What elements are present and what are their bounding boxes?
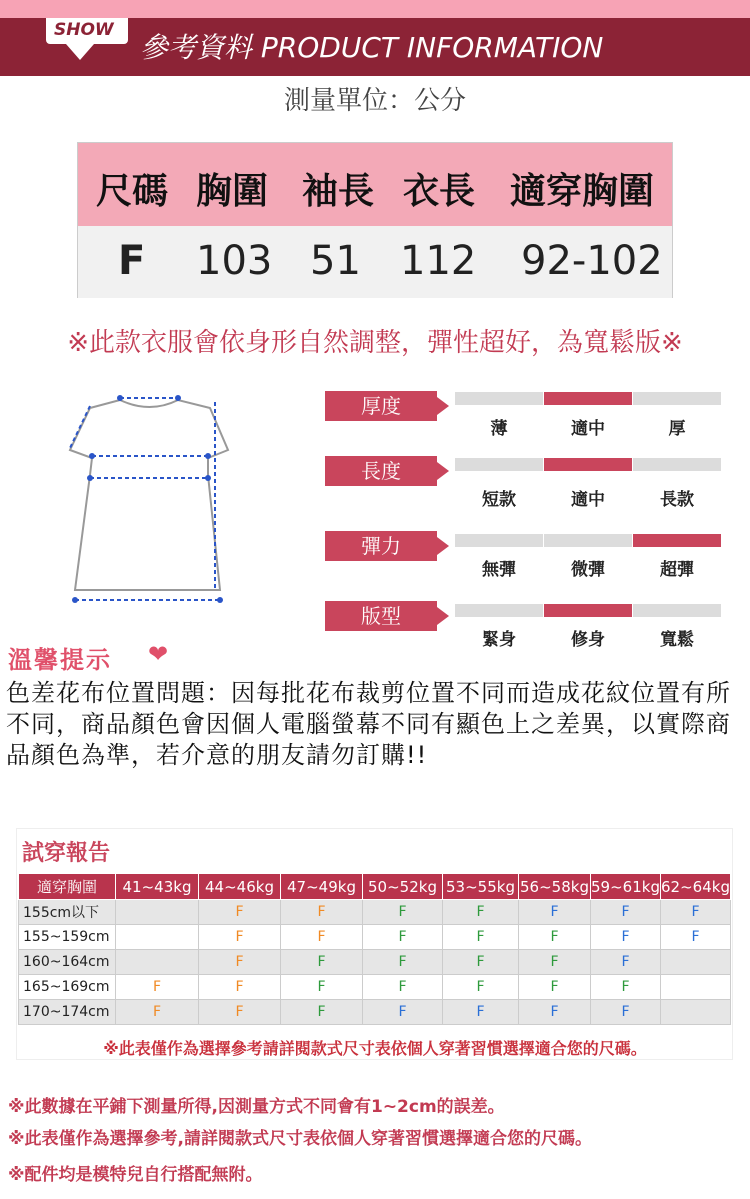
trial-height-label: 160~164cm bbox=[19, 950, 116, 975]
trial-header-first: 適穿胸圍 bbox=[19, 874, 116, 900]
size-value: F bbox=[118, 238, 146, 284]
top-pink-stripe bbox=[0, 0, 750, 18]
trial-cell: F bbox=[281, 925, 363, 950]
trial-cell: F bbox=[443, 950, 519, 975]
show-arrow-icon bbox=[66, 44, 94, 60]
trial-cell: F bbox=[519, 1000, 591, 1025]
bar-fit-1 bbox=[455, 604, 543, 617]
tips-title: 溫馨提示 bbox=[8, 646, 112, 674]
trial-header-weight: 59~61kg bbox=[591, 874, 661, 900]
trial-header-weight: 62~64kg bbox=[661, 874, 731, 900]
tips-body: 色差花布位置問題：因每批花布裁剪位置不同而造成花紋位置有所不同，商品顏色會因個人電腦螢幕不同有顯色上之差異，以實際商品顏色為準，若介意的朋友請勿訂購!! bbox=[6, 679, 731, 769]
trial-cell: F bbox=[281, 975, 363, 1000]
trial-cell bbox=[661, 950, 731, 975]
trial-cell: F bbox=[519, 950, 591, 975]
size-header-size: 尺碼 bbox=[96, 171, 169, 212]
size-header-fit-chest: 適穿胸圍 bbox=[510, 171, 655, 212]
option-medium: 適中 bbox=[571, 419, 605, 439]
trial-cell: F bbox=[591, 950, 661, 975]
trial-report-table bbox=[18, 873, 731, 1025]
banner-title: 參考資料 PRODUCT INFORMATION bbox=[140, 31, 604, 64]
trial-cell: F bbox=[199, 925, 281, 950]
bar-length-3 bbox=[633, 458, 721, 471]
trial-cell bbox=[116, 950, 199, 975]
trial-cell: F bbox=[199, 950, 281, 975]
trial-cell: F bbox=[443, 925, 519, 950]
footnote-measurement: ※此數據在平鋪下測量所得,因測量方式不同會有1~2cm的誤差。 bbox=[8, 1097, 505, 1117]
footnote-accessories: ※配件均是模特兒自行搭配無附。 bbox=[8, 1165, 263, 1185]
trial-cell: F bbox=[363, 900, 443, 925]
trial-cell bbox=[661, 1000, 731, 1025]
size-table bbox=[77, 142, 673, 298]
bar-fit-2-selected bbox=[544, 604, 632, 617]
option-mid-length: 適中 bbox=[571, 490, 605, 510]
fit-note: ※此款衣服會依身形自然調整，彈性超好，為寬鬆版※ bbox=[67, 328, 683, 358]
trial-header-weight: 56~58kg bbox=[519, 874, 591, 900]
footnote-reference: ※此表僅作為選擇參考,請詳閱款式尺寸表依個人穿著習慣選擇適合您的尺碼。 bbox=[8, 1129, 592, 1149]
property-label-thickness: 厚度 bbox=[325, 391, 437, 421]
bar-elasticity-1 bbox=[455, 534, 543, 547]
option-super-stretch: 超彈 bbox=[660, 560, 694, 580]
option-thick: 厚 bbox=[668, 419, 686, 439]
length-value: 112 bbox=[400, 238, 477, 284]
bar-thickness-3 bbox=[633, 392, 721, 405]
property-label-elasticity: 彈力 bbox=[325, 531, 437, 561]
sleeve-value: 51 bbox=[310, 238, 361, 284]
bar-thickness-1 bbox=[455, 392, 543, 405]
trial-cell: F bbox=[281, 900, 363, 925]
table-row bbox=[19, 925, 731, 950]
property-label-length: 長度 bbox=[325, 456, 437, 486]
trial-cell: F bbox=[363, 925, 443, 950]
show-label: SHOW bbox=[54, 20, 114, 40]
dress-diagram-icon bbox=[50, 380, 250, 620]
trial-cell: F bbox=[199, 1000, 281, 1025]
trial-header-weight: 50~52kg bbox=[363, 874, 443, 900]
trial-header-weight: 41~43kg bbox=[116, 874, 199, 900]
trial-height-label: 155cm以下 bbox=[19, 900, 116, 925]
heart-icon: ❤ bbox=[148, 640, 169, 668]
bar-fit-3 bbox=[633, 604, 721, 617]
trial-cell: F bbox=[519, 925, 591, 950]
trial-report-title: 試穿報告 bbox=[22, 841, 111, 866]
trial-cell: F bbox=[591, 900, 661, 925]
trial-cell: F bbox=[199, 900, 281, 925]
trial-cell: F bbox=[199, 975, 281, 1000]
size-table-row bbox=[78, 226, 672, 298]
option-long: 長款 bbox=[660, 490, 694, 510]
trial-cell: F bbox=[116, 975, 199, 1000]
trial-cell: F bbox=[661, 925, 731, 950]
trial-cell: F bbox=[443, 900, 519, 925]
trial-cell: F bbox=[519, 975, 591, 1000]
chest-value: 103 bbox=[196, 238, 273, 284]
trial-cell: F bbox=[443, 975, 519, 1000]
trial-cell: F bbox=[363, 1000, 443, 1025]
measurement-unit: 測量單位：公分 bbox=[283, 86, 466, 116]
bar-thickness-2-selected bbox=[544, 392, 632, 405]
trial-cell: F bbox=[281, 950, 363, 975]
option-loose: 寬鬆 bbox=[660, 630, 694, 650]
fit-chest-value: 92-102 bbox=[521, 238, 663, 284]
trial-cell: F bbox=[363, 975, 443, 1000]
bar-length-2-selected bbox=[544, 458, 632, 471]
trial-cell: F bbox=[363, 950, 443, 975]
size-header-sleeve: 袖長 bbox=[302, 171, 375, 212]
option-slight-stretch: 微彈 bbox=[571, 560, 605, 580]
table-row bbox=[19, 1000, 731, 1025]
trial-header-row bbox=[19, 874, 731, 900]
table-row bbox=[19, 900, 731, 925]
trial-header-weight: 44~46kg bbox=[199, 874, 281, 900]
table-row bbox=[19, 975, 731, 1000]
trial-cell: F bbox=[281, 1000, 363, 1025]
table-row bbox=[19, 950, 731, 975]
trial-note: ※此表僅作為選擇參考請詳閱款式尺寸表依個人穿著習慣選擇適合您的尺碼。 bbox=[103, 1039, 647, 1058]
property-label-fit: 版型 bbox=[325, 601, 437, 631]
option-thin: 薄 bbox=[490, 419, 508, 439]
trial-cell: F bbox=[591, 1000, 661, 1025]
option-slim: 修身 bbox=[571, 630, 605, 650]
option-no-stretch: 無彈 bbox=[482, 560, 516, 580]
trial-cell: F bbox=[116, 1000, 199, 1025]
trial-cell bbox=[116, 900, 199, 925]
option-short: 短款 bbox=[482, 490, 516, 510]
trial-header-weight: 47~49kg bbox=[281, 874, 363, 900]
trial-cell: F bbox=[661, 900, 731, 925]
trial-header-weight: 53~55kg bbox=[443, 874, 519, 900]
size-header-chest: 胸圍 bbox=[196, 171, 269, 212]
size-table-header bbox=[78, 143, 672, 226]
trial-cell bbox=[661, 975, 731, 1000]
size-header-length: 衣長 bbox=[403, 171, 476, 212]
bar-length-1 bbox=[455, 458, 543, 471]
trial-cell bbox=[116, 925, 199, 950]
trial-cell: F bbox=[519, 900, 591, 925]
trial-height-label: 165~169cm bbox=[19, 975, 116, 1000]
bar-elasticity-2 bbox=[544, 534, 632, 547]
bar-elasticity-3-selected bbox=[633, 534, 721, 547]
trial-height-label: 155~159cm bbox=[19, 925, 116, 950]
trial-height-label: 170~174cm bbox=[19, 1000, 116, 1025]
option-tight: 緊身 bbox=[482, 630, 516, 650]
trial-cell: F bbox=[591, 925, 661, 950]
trial-cell: F bbox=[443, 1000, 519, 1025]
trial-cell: F bbox=[591, 975, 661, 1000]
